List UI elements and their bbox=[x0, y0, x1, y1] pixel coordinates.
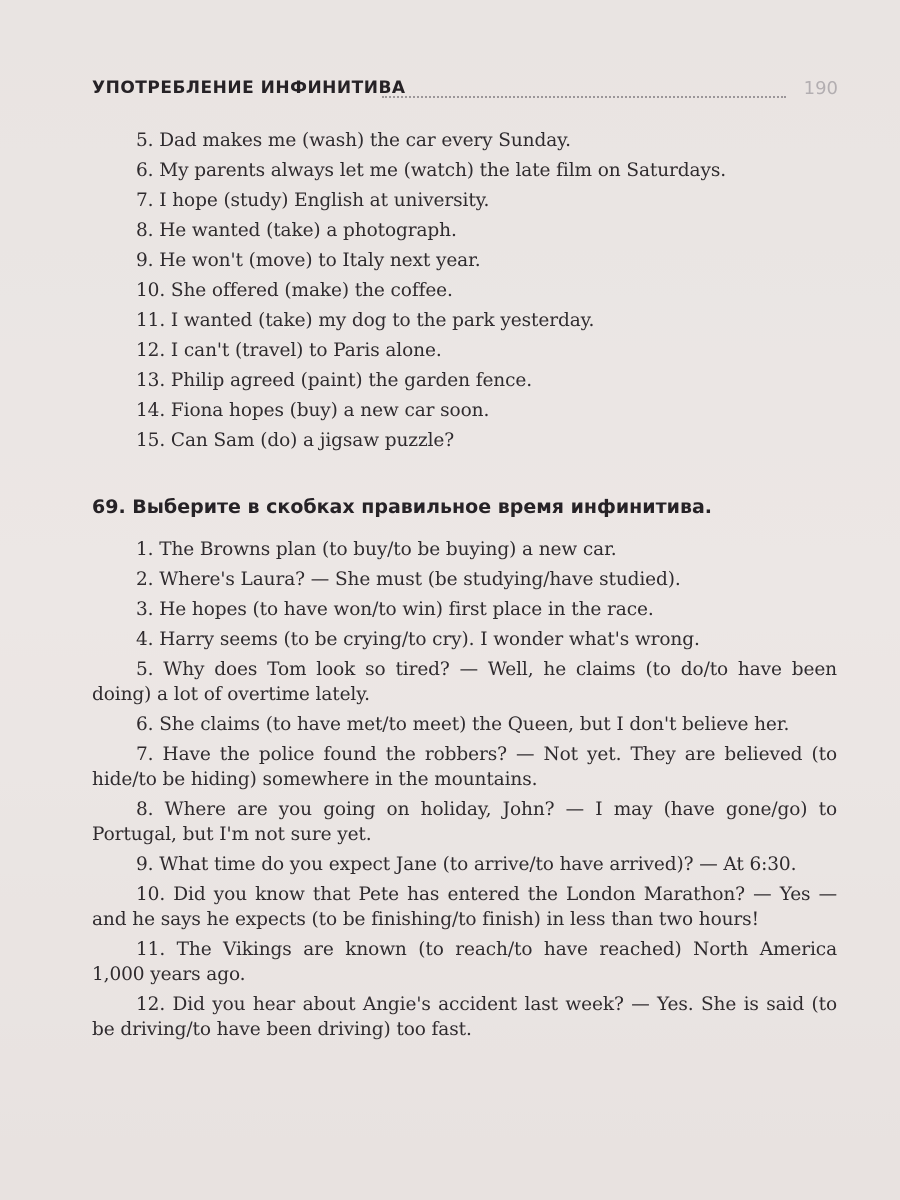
exercise-item: 9. He won't (move) to Italy next year. bbox=[136, 250, 481, 271]
exercise-item: 12. I can't (travel) to Paris alone. bbox=[136, 340, 442, 361]
exercise-item: 14. Fiona hopes (buy) a new car soon. bbox=[136, 400, 490, 421]
exercise-item: 2. Where's Laura? — She must (be studying/have studied). bbox=[136, 569, 681, 590]
exercise-69-list bbox=[92, 537, 837, 1047]
exercise-item: 13. Philip agreed (paint) the garden fence. bbox=[136, 370, 533, 391]
exercise-item: 7. Have the police found the robbers? — Not yet. They are believed (to hide/to be hiding) somewhere in the mountains. bbox=[92, 744, 837, 790]
exercise-item: 5. Why does Tom look so tired? — Well, he claims (to do/to have been doing) a lot of overtime lately. bbox=[92, 659, 837, 705]
exercise-item: 11. I wanted (take) my dog to the park yesterday. bbox=[136, 310, 595, 331]
exercise-item: 12. Did you hear about Angie's accident last week? — Yes. She is said (to be driving/to have been driving) too fast. bbox=[92, 994, 837, 1040]
exercise-item: 10. She offered (make) the coffee. bbox=[136, 280, 453, 301]
header-title: УПОТРЕБЛЕНИЕ ИНФИНИТИВА bbox=[92, 78, 406, 98]
exercise-item: 7. I hope (study) English at university. bbox=[136, 190, 490, 211]
header-dotted-rule bbox=[382, 96, 786, 98]
exercise-item: 1. The Browns plan (to buy/to be buying) a new car. bbox=[136, 539, 617, 560]
page-number: 190 bbox=[803, 78, 838, 99]
exercise-item: 6. She claims (to have met/to meet) the Queen, but I don't believe her. bbox=[136, 714, 790, 735]
exercise-item: 10. Did you know that Pete has entered the London Marathon? — Yes — and he says he expects (to be finishing/to finish) in less than two hours! bbox=[92, 884, 837, 930]
exercise-item: 11. The Vikings are known (to reach/to have reached) North America 1,000 years ago. bbox=[92, 939, 837, 985]
exercise-item: 4. Harry seems (to be crying/to cry). I wonder what's wrong. bbox=[136, 629, 700, 650]
exercise-item: 3. He hopes (to have won/to win) first place in the race. bbox=[136, 599, 654, 620]
exercise-item: 15. Can Sam (do) a jigsaw puzzle? bbox=[136, 430, 455, 451]
exercise-item: 8. He wanted (take) a photograph. bbox=[136, 220, 457, 241]
running-header bbox=[92, 76, 838, 106]
exercise-69-heading: 69. Выберите в скобках правильное время инфинитива. bbox=[92, 496, 713, 518]
exercise-item: 9. What time do you expect Jane (to arrive/to have arrived)? — At 6:30. bbox=[136, 854, 797, 875]
exercise-68-list bbox=[92, 128, 837, 458]
exercise-item: 5. Dad makes me (wash) the car every Sunday. bbox=[136, 130, 571, 151]
exercise-item: 8. Where are you going on holiday, John? — I may (have gone/go) to Portugal, but I'm not sure yet. bbox=[92, 799, 837, 845]
exercise-item: 6. My parents always let me (watch) the late film on Saturdays. bbox=[136, 160, 726, 181]
